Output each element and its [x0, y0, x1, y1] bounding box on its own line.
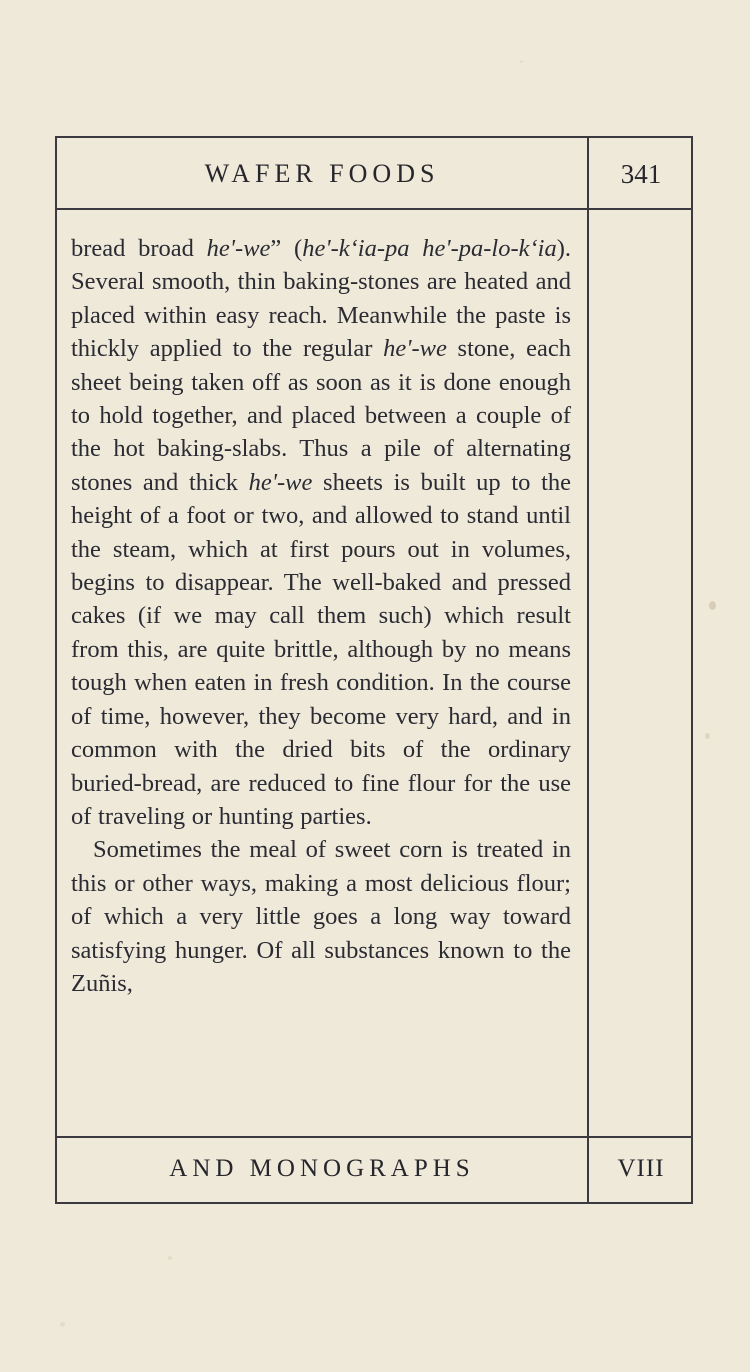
paragraph-2: Sometimes the meal of sweet corn is treated in this or other ways, making a most delicious flour; of which a very little goes a long way toward satisfying hunger. Of all substances known to the Zuñis,: [71, 836, 571, 997]
paragraph-1: bread broad he'-we” (he'-k‘ia-pa he'-pa-lo-k‘ia). Several smooth, thin baking-stones are heated and placed within easy reach. Meanwhile the paste is thickly applied to the regular he'-we stone, each sheet being taken off as soon as it is done enough to hold together, and placed between a couple of the hot baking-slabs. Thus a pile of alternating stones and thick he'-we sheets is built up to the height of a foot or two, and allowed to stand until the steam, which at first pours out in volumes, begins to disappear. The well-baked and pressed cakes (if we may call them such) which result from this, are quite brittle, although by no means tough when eaten in fresh condition. In the course of time, however, they become very hard, and in common with the dried bits of the ordinary buried-bread, are reduced to fine flour for the use of traveling or hunting parties.: [71, 235, 571, 830]
page-number: 341: [620, 158, 662, 189]
signature-mark: VIII: [617, 1155, 665, 1182]
running-foot: AND MONOGRAPHS: [169, 1155, 475, 1182]
paper-speck: [705, 733, 710, 739]
page-frame: [55, 136, 693, 1204]
vertical-rule: [587, 138, 589, 1202]
paper-speck: [168, 1256, 172, 1260]
running-head: WAFER FOODS: [204, 159, 440, 188]
paper-speck: [60, 1322, 65, 1327]
page-body: [57, 210, 587, 1136]
paper-speck: [709, 601, 716, 610]
paper-speck: [520, 60, 523, 63]
